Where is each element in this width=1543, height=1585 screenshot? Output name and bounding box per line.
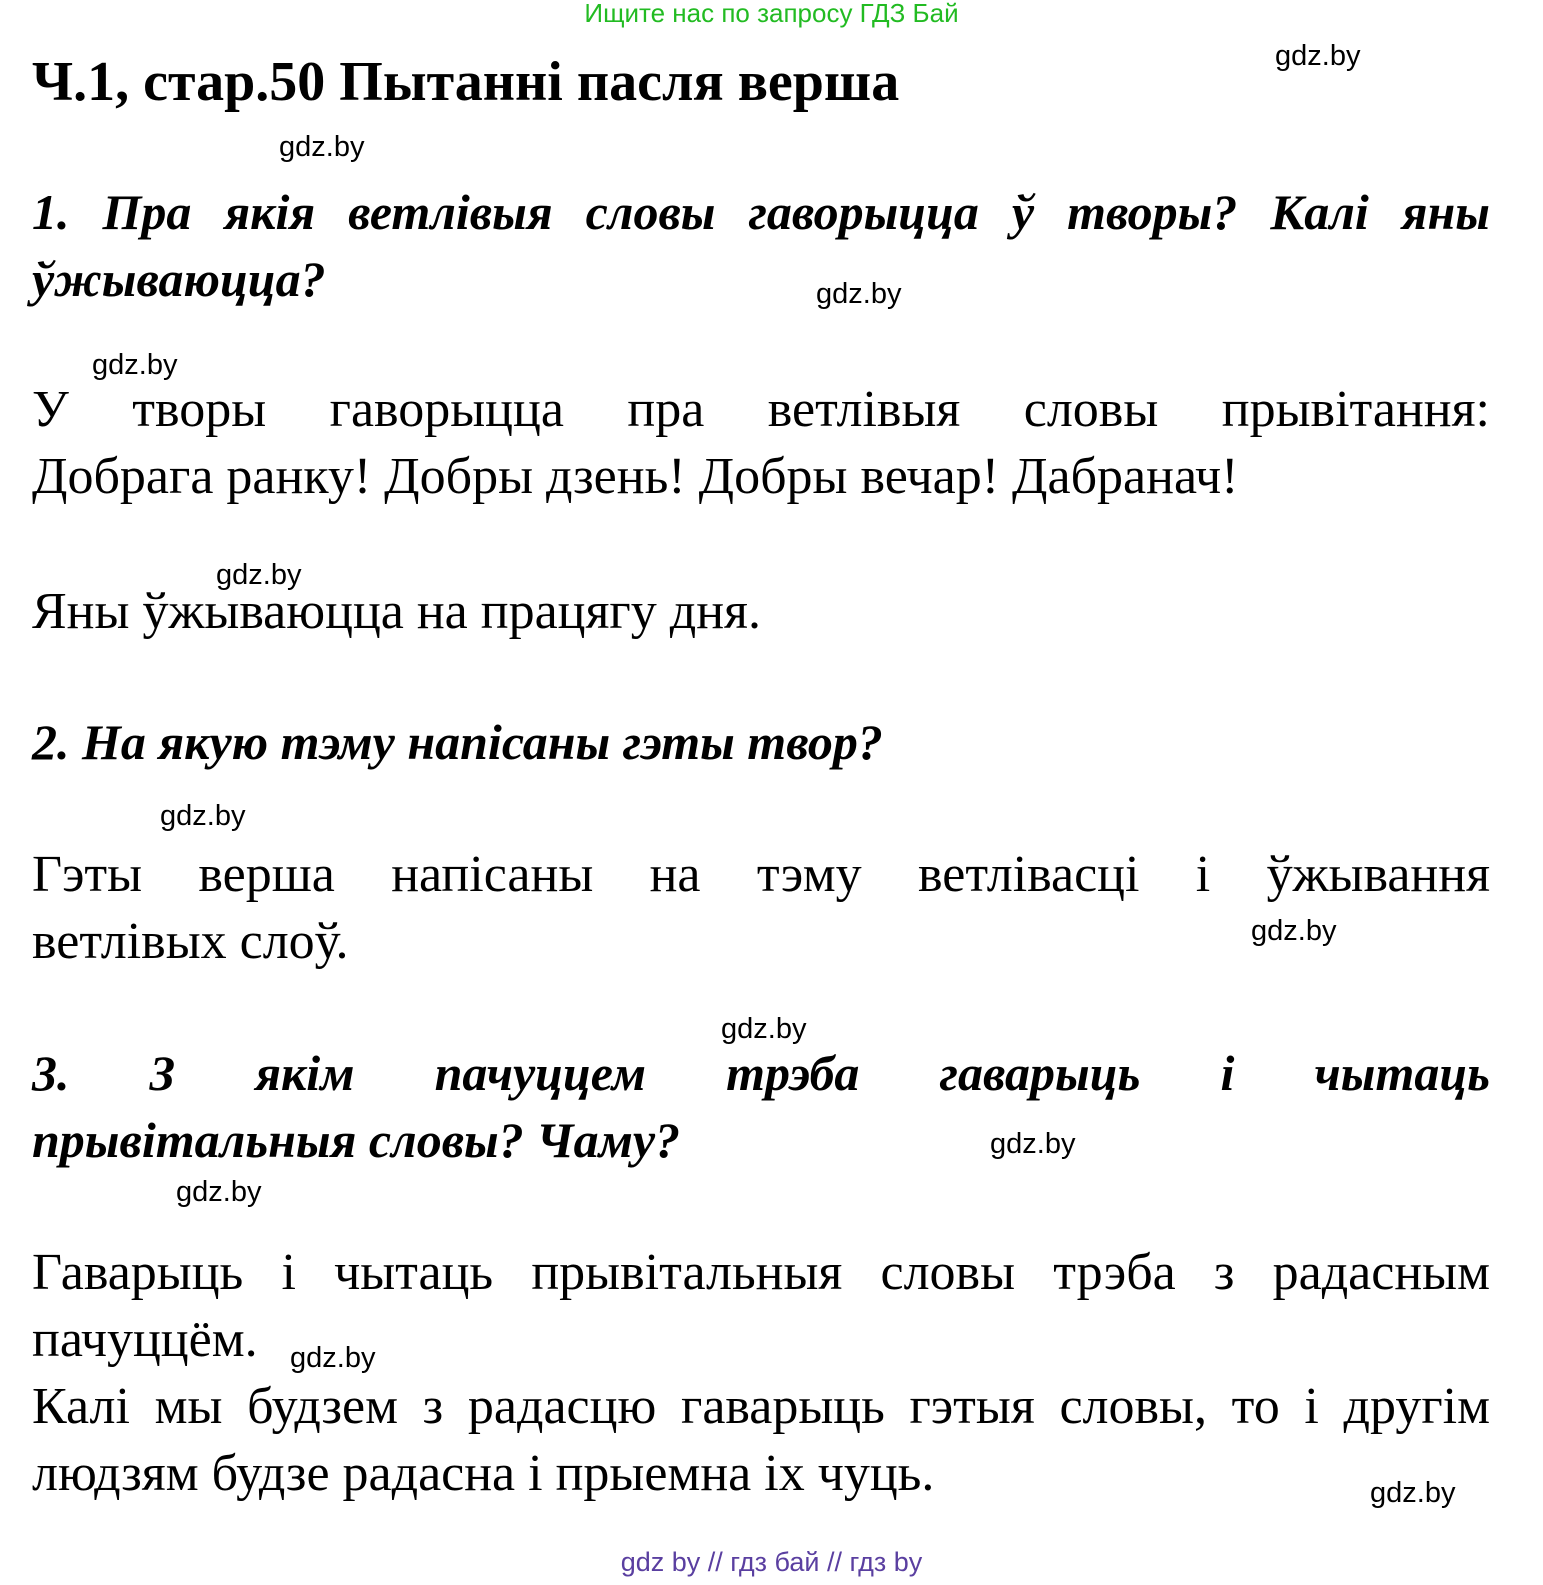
watermark: gdz.by: [721, 1013, 807, 1045]
question-2: 2. На якую тэму напісаны гэты твор?: [32, 714, 883, 770]
footer-links: gdz by // гдз бай // гдз by: [620, 1547, 923, 1577]
top-banner: Ищите нас по запросу ГДЗ Бай: [584, 0, 959, 28]
answer-3-line-3: Калі мы будзем з радасцю гаварыць гэтыя словы, то і другім: [32, 1378, 1490, 1435]
answer-3-line-2: пачуццём.: [32, 1311, 258, 1368]
watermark: gdz.by: [160, 800, 246, 832]
page-title: Ч.1, стар.50 Пытанні пасля верша: [32, 51, 900, 113]
answer-2-line-2: ветлівых слоў.: [32, 913, 349, 970]
answer-1-line-1: У творы гаворыцца пра ветлівыя словы прывітання:: [32, 381, 1490, 438]
watermark: gdz.by: [1275, 40, 1361, 72]
watermark: gdz.by: [990, 1128, 1076, 1160]
watermark: gdz.by: [216, 559, 302, 591]
watermark: gdz.by: [1370, 1477, 1456, 1509]
watermark: gdz.by: [279, 131, 365, 163]
answer-1-line-2: Добрага ранку! Добры дзень! Добры вечар! Дабранач!: [32, 448, 1239, 505]
answer-3-line-1: Гаварыць і чытаць прывітальныя словы трэба з радасным: [32, 1244, 1490, 1301]
question-3-line-2: прывітальныя словы? Чаму?: [32, 1112, 681, 1168]
answer-3-line-4: людзям будзе радасна і прыемна іх чуць.: [32, 1445, 935, 1502]
watermark: gdz.by: [176, 1176, 262, 1208]
question-1-line-2: ўжываюцца?: [32, 251, 326, 307]
watermark: gdz.by: [1251, 915, 1337, 947]
question-3-line-1: 3. З якім пачуццем трэба гаварыць і чытаць: [32, 1045, 1490, 1101]
watermark: gdz.by: [92, 349, 178, 381]
question-1-line-1: 1. Пра якія ветлівыя словы гаворыцца ў творы? Калі яны: [32, 184, 1490, 240]
watermark: gdz.by: [290, 1342, 376, 1374]
answer-1-line-3: Яны ўжываюцца на працягу дня.: [32, 583, 761, 640]
answer-2-line-1: Гэты верша напісаны на тэму ветлівасці і ўжывання: [32, 846, 1490, 903]
watermark: gdz.by: [816, 278, 902, 310]
